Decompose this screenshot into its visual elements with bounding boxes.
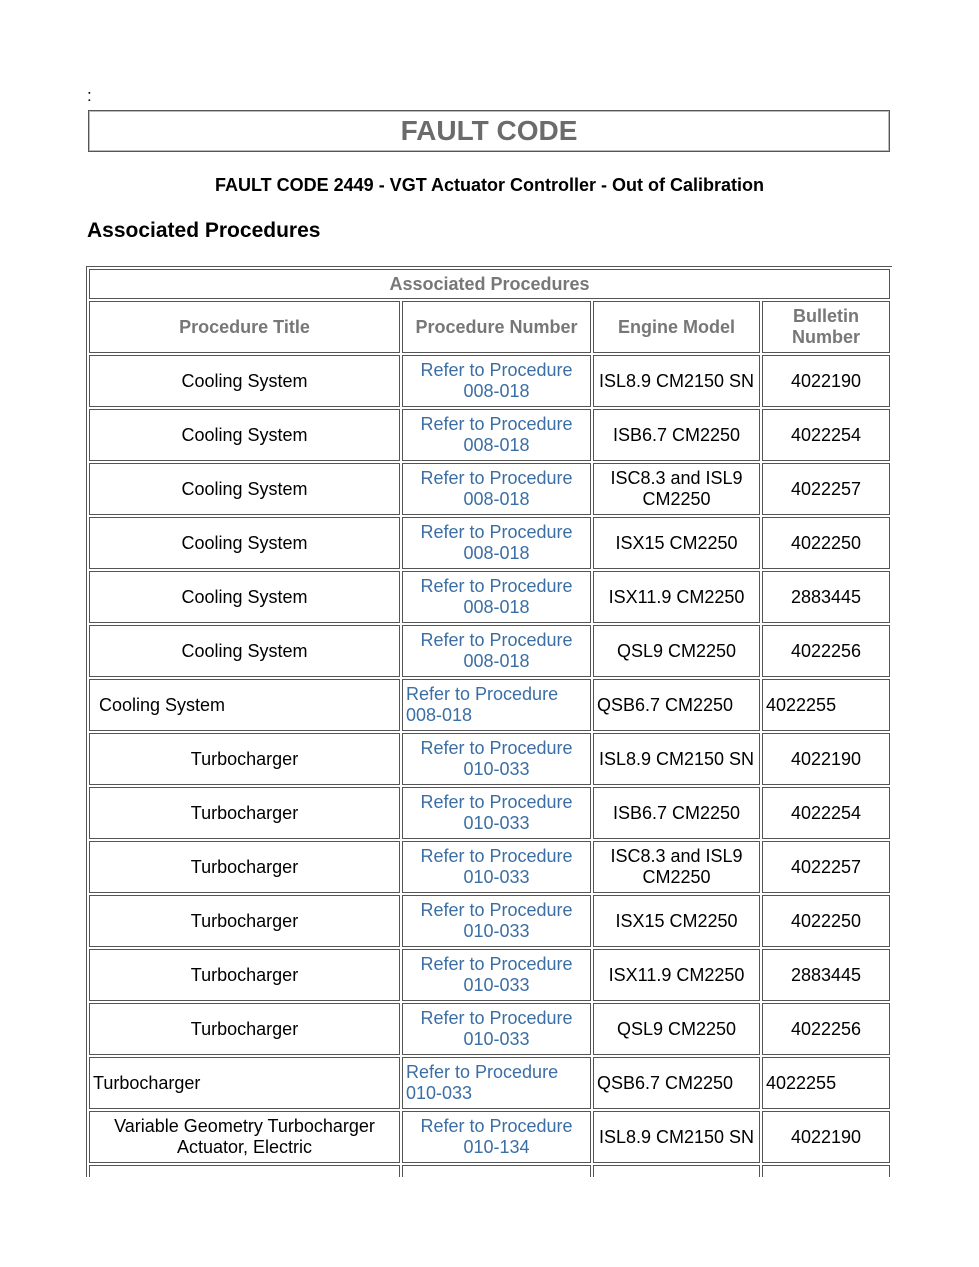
procedure-title-cell: Variable Geometry Turbocharger Actuator, Electric bbox=[89, 1111, 400, 1163]
procedure-title-cell: Cooling System bbox=[89, 571, 400, 623]
procedure-link[interactable] bbox=[402, 625, 591, 677]
procedure-link[interactable] bbox=[402, 679, 591, 731]
procedure-number: 010-033 bbox=[406, 1083, 473, 1103]
procedure-title-cell: Cooling System bbox=[89, 463, 400, 515]
header-procedure-title: Procedure Title bbox=[89, 301, 400, 353]
procedure-link-text: Refer to Procedure bbox=[420, 414, 573, 434]
bulletin-number-cell: 4022256 bbox=[762, 625, 890, 677]
bulletin-number-cell: 4022190 bbox=[762, 355, 890, 407]
procedure-title-cell: Turbocharger bbox=[89, 787, 400, 839]
table-row bbox=[89, 517, 890, 569]
procedure-number: 008-018 bbox=[463, 435, 530, 455]
procedures-table-wrap bbox=[86, 266, 892, 1177]
procedure-link-text: Refer to Procedure bbox=[420, 1008, 573, 1028]
engine-model-cell: ISB6.7 CM2250 bbox=[593, 787, 760, 839]
header-procedure-number: Procedure Number bbox=[402, 301, 591, 353]
bulletin-number-cell: 2883445 bbox=[762, 949, 890, 1001]
procedure-link-text: Refer to Procedure bbox=[420, 576, 573, 596]
table-row bbox=[89, 409, 890, 461]
procedure-link-text: Refer to Procedure bbox=[420, 468, 573, 488]
procedure-link[interactable] bbox=[402, 1003, 591, 1055]
table-row bbox=[89, 1003, 890, 1055]
engine-model-cell: ISL8.9 CM2150 SN bbox=[593, 733, 760, 785]
bulletin-number-cell: 4022255 bbox=[762, 679, 890, 731]
procedure-title-cell: Cooling System bbox=[89, 409, 400, 461]
engine-model-cell: ISC8.3 and ISL9 CM2250 bbox=[593, 841, 760, 893]
table-row bbox=[89, 895, 890, 947]
table-row bbox=[89, 463, 890, 515]
engine-model-cell: QSL9 CM2250 bbox=[593, 1003, 760, 1055]
banner-title: FAULT CODE bbox=[400, 115, 578, 146]
procedure-number: 008-018 bbox=[406, 705, 473, 725]
engine-model-cell: ISL8.9 CM2150 SN bbox=[593, 1111, 760, 1163]
procedure-title-cell: Turbocharger bbox=[89, 1003, 400, 1055]
header-bulletin-number: Bulletin Number bbox=[762, 301, 890, 353]
table-row bbox=[89, 679, 890, 731]
bulletin-number-cell: 4022254 bbox=[762, 787, 890, 839]
procedure-number: 010-033 bbox=[463, 975, 530, 995]
procedure-link[interactable] bbox=[402, 1165, 591, 1177]
table-row bbox=[89, 949, 890, 1001]
procedure-number: 010-033 bbox=[463, 867, 530, 887]
table-caption: Associated Procedures bbox=[89, 269, 890, 299]
engine-model-cell: ISX15 CM2250 bbox=[593, 517, 760, 569]
procedure-link-text: Refer to Procedure bbox=[420, 1116, 573, 1136]
procedure-number: 010-033 bbox=[463, 759, 530, 779]
procedure-link-text: Refer to Procedure bbox=[420, 360, 573, 380]
procedure-title-cell: Turbocharger bbox=[89, 841, 400, 893]
table-row bbox=[89, 625, 890, 677]
procedure-title-cell: Turbocharger bbox=[89, 895, 400, 947]
engine-model-cell: ISX15 CM2250 bbox=[593, 895, 760, 947]
procedure-link[interactable] bbox=[402, 409, 591, 461]
bulletin-number-cell: 4022255 bbox=[762, 1057, 890, 1109]
table-row bbox=[89, 1111, 890, 1163]
procedure-number: 010-033 bbox=[463, 921, 530, 941]
fault-code-subtitle: FAULT CODE 2449 - VGT Actuator Controller - Out of Calibration bbox=[214, 175, 765, 195]
procedure-title-cell: Turbocharger bbox=[89, 1057, 400, 1109]
engine-model-cell: ISX11.9 CM2250 bbox=[593, 571, 760, 623]
table-row bbox=[89, 1165, 890, 1177]
table-row bbox=[89, 571, 890, 623]
bulletin-number-cell: 4022254 bbox=[762, 409, 890, 461]
procedure-link-text: Refer to Procedure bbox=[420, 792, 573, 812]
procedure-title-cell bbox=[89, 1165, 400, 1177]
engine-model-cell: ISL8.9 CM2150 SN bbox=[593, 355, 760, 407]
procedure-link-text: Refer to Procedure bbox=[420, 738, 573, 758]
procedure-link[interactable] bbox=[402, 733, 591, 785]
procedure-number: 010-033 bbox=[463, 1029, 530, 1049]
procedure-number: 008-018 bbox=[463, 651, 530, 671]
procedure-number: 008-018 bbox=[463, 489, 530, 509]
engine-model-cell: ISC8.3 and ISL9 CM2250 bbox=[593, 463, 760, 515]
procedure-number: 008-018 bbox=[463, 543, 530, 563]
procedure-number: 010-033 bbox=[463, 813, 530, 833]
engine-model-cell: QSL9 CM2250 bbox=[593, 625, 760, 677]
procedure-title-cell: Cooling System bbox=[89, 625, 400, 677]
colon-marker: : bbox=[87, 86, 92, 105]
bulletin-number-cell: 4022190 bbox=[762, 1111, 890, 1163]
procedure-link[interactable] bbox=[402, 841, 591, 893]
procedure-link[interactable] bbox=[402, 355, 591, 407]
procedure-link[interactable] bbox=[402, 571, 591, 623]
engine-model-cell bbox=[593, 1165, 760, 1177]
engine-model-cell: QSB6.7 CM2250 bbox=[593, 679, 760, 731]
procedure-title-cell: Turbocharger bbox=[89, 733, 400, 785]
procedure-title-cell: Cooling System bbox=[89, 517, 400, 569]
procedure-title-cell: Turbocharger bbox=[89, 949, 400, 1001]
procedure-number: 010-134 bbox=[463, 1137, 530, 1157]
procedure-link[interactable] bbox=[402, 1057, 591, 1109]
procedure-title-cell: Cooling System bbox=[89, 679, 400, 731]
engine-model-cell: ISB6.7 CM2250 bbox=[593, 409, 760, 461]
procedure-link-text: Refer to Procedure bbox=[420, 900, 573, 920]
procedure-link[interactable] bbox=[402, 895, 591, 947]
engine-model-cell: ISX11.9 CM2250 bbox=[593, 949, 760, 1001]
procedure-number: 008-018 bbox=[463, 381, 530, 401]
procedure-link[interactable] bbox=[402, 1111, 591, 1163]
procedure-link-text: Refer to Procedure bbox=[420, 630, 573, 650]
engine-model-cell: QSB6.7 CM2250 bbox=[593, 1057, 760, 1109]
procedures-table bbox=[86, 266, 892, 1177]
bulletin-number-cell bbox=[762, 1165, 890, 1177]
header-engine-model: Engine Model bbox=[593, 301, 760, 353]
bulletin-number-cell: 4022250 bbox=[762, 895, 890, 947]
procedure-link-text: Refer to Procedure bbox=[420, 846, 573, 866]
bulletin-number-cell: 4022257 bbox=[762, 463, 890, 515]
procedure-link-text: Refer to Procedure bbox=[406, 1062, 559, 1082]
procedure-link-text: Refer to Procedure bbox=[420, 954, 573, 974]
procedure-title-cell: Cooling System bbox=[89, 355, 400, 407]
table-row bbox=[89, 355, 890, 407]
procedure-link[interactable] bbox=[402, 463, 591, 515]
procedure-link[interactable] bbox=[402, 787, 591, 839]
section-heading: Associated Procedures bbox=[87, 219, 321, 242]
procedure-number: 008-018 bbox=[463, 597, 530, 617]
procedure-link-text: Refer to Procedure bbox=[406, 684, 559, 704]
table-row bbox=[89, 1057, 890, 1109]
procedure-link[interactable] bbox=[402, 517, 591, 569]
table-row bbox=[89, 841, 890, 893]
table-row bbox=[89, 733, 890, 785]
bulletin-number-cell: 4022190 bbox=[762, 733, 890, 785]
bulletin-number-cell: 2883445 bbox=[762, 571, 890, 623]
bulletin-number-cell: 4022256 bbox=[762, 1003, 890, 1055]
procedure-link-text: Refer to Procedure bbox=[420, 522, 573, 542]
procedure-link[interactable] bbox=[402, 949, 591, 1001]
fault-code-banner bbox=[88, 110, 890, 152]
table-row bbox=[89, 787, 890, 839]
bulletin-number-cell: 4022250 bbox=[762, 517, 890, 569]
bulletin-number-cell: 4022257 bbox=[762, 841, 890, 893]
